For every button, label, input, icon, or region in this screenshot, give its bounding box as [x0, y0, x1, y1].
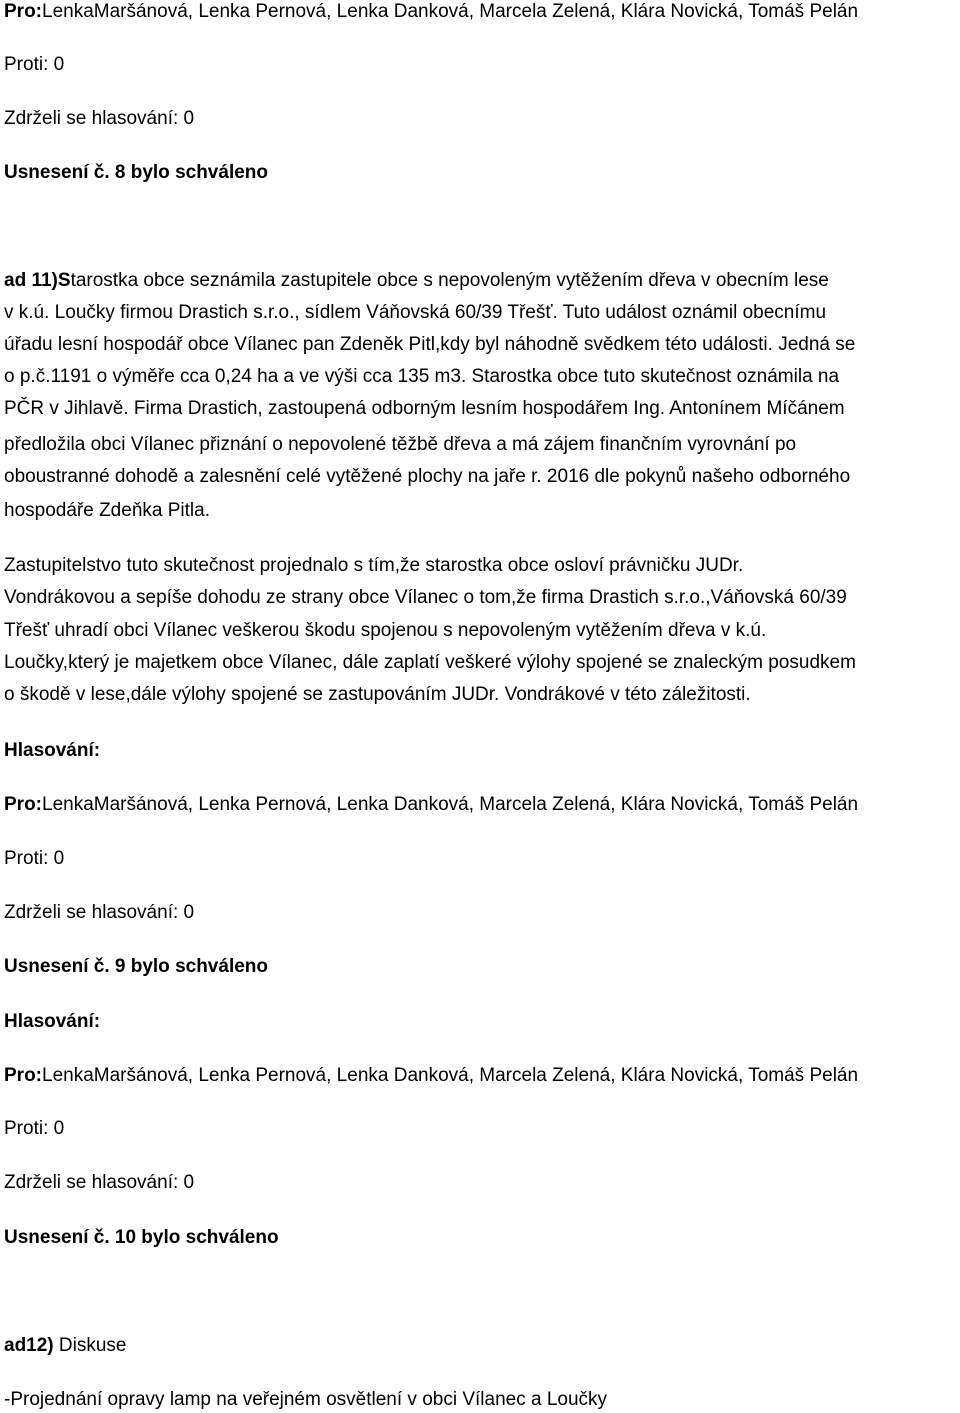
votes-proti: Proti: 0 — [4, 848, 65, 869]
item11-prefix: ad 11) — [4, 270, 58, 291]
pro-names: LenkaMaršánová, Lenka Pernová, Lenka Danková, Marcela Zelená, Klára Novická, Tomáš Pelán — [42, 794, 859, 815]
votes-pro-line — [4, 1, 858, 23]
votes-zdrzeli: Zdrželi se hlasování: 0 — [4, 902, 195, 923]
item12-prefix: ad12) — [4, 1335, 54, 1356]
pro-names: LenkaMaršánová, Lenka Pernová, Lenka Danková, Marcela Zelená, Klára Novická, Tomáš Pelán — [42, 1065, 859, 1086]
pro-names: LenkaMaršánová, Lenka Pernová, Lenka Danková, Marcela Zelená, Klára Novická, Tomáš Pelán — [42, 1, 859, 22]
pro-label: Pro: — [4, 794, 42, 815]
item11-line2: v k.ú. Loučky firmou Drastich s.r.o., sídlem Váňovská 60/39 Třešť. Tuto událost oznámil obecnímu — [4, 302, 827, 323]
item11-p2-line3: Třešť uhradí obci Vílanec veškerou škodu spojenou s nepovoleným vytěžením dřeva v k.ú. — [4, 620, 767, 641]
item12-heading — [4, 1335, 127, 1357]
item11-line1: ad 11)Starostka obce seznámila zastupitele obce s nepovoleným vytěžením dřeva v obecním lese — [4, 270, 829, 291]
pro-label: Pro: — [4, 1, 42, 22]
votes-zdrzeli: Zdrželi se hlasování: 0 — [4, 108, 195, 129]
item11-line3: úřadu lesní hospodář obce Vílanec pan Zdeněk Pitl,kdy byl náhodně svědkem této události. Jedná se — [4, 334, 856, 355]
resolution-approved: Usnesení č. 9 bylo schváleno — [4, 956, 268, 977]
voting-heading: Hlasování: — [4, 1011, 101, 1032]
item11-p2-line2: Vondrákovou a sepíše dohodu ze strany obce Vílanec o tom,že firma Drastich s.r.o.,Váňovská 60/39 — [4, 587, 847, 608]
votes-zdrzeli: Zdrželi se hlasování: 0 — [4, 1172, 195, 1193]
item11-p2-line5: o škodě v lese,dále výlohy spojené se zastupováním JUDr. Vondrákové v této záležitosti. — [4, 684, 751, 705]
votes-proti: Proti: 0 — [4, 54, 65, 75]
item11-line4: o p.č.1191 o výměře cca 0,24 ha a ve výši cca 135 m3. Starostka obce tuto skutečnost oznámila na — [4, 366, 840, 387]
voting-heading: Hlasování: — [4, 740, 101, 761]
item11-line5: PČR v Jihlavě. Firma Drastich, zastoupená odborným lesním hospodářem Ing. Antonínem Míčánem — [4, 398, 845, 419]
resolution-approved: Usnesení č. 10 bylo schváleno — [4, 1227, 279, 1248]
item12-title: Diskuse — [53, 1335, 127, 1356]
votes-proti: Proti: 0 — [4, 1118, 65, 1139]
item11-line6: předložila obci Vílanec přiznání o nepovolené těžbě dřeva a má zájem finančním vyrovnání po — [4, 434, 797, 455]
item11-p2-line4: Loučky,který je majetkem obce Vílanec, dále zaplatí veškeré výlohy spojené se znaleckým posudkem — [4, 652, 856, 673]
pro-label: Pro: — [4, 1065, 42, 1086]
item11-line8: hospodáře Zdeňka Pitla. — [4, 500, 210, 521]
votes-pro-line — [4, 794, 858, 816]
item12-line1: -Projednání opravy lamp na veřejném osvětlení v obci Vílanec a Loučky — [4, 1389, 608, 1410]
resolution-approved: Usnesení č. 8 bylo schváleno — [4, 162, 268, 183]
item11-p2-line1: Zastupitelstvo tuto skutečnost projednalo s tím,že starostka obce osloví právničku JUDr. — [4, 555, 744, 576]
votes-pro-line — [4, 1065, 858, 1087]
item11-line7: oboustranné dohodě a zalesnění celé vytěžené plochy na jaře r. 2016 dle pokynů našeho odborného — [4, 466, 851, 487]
